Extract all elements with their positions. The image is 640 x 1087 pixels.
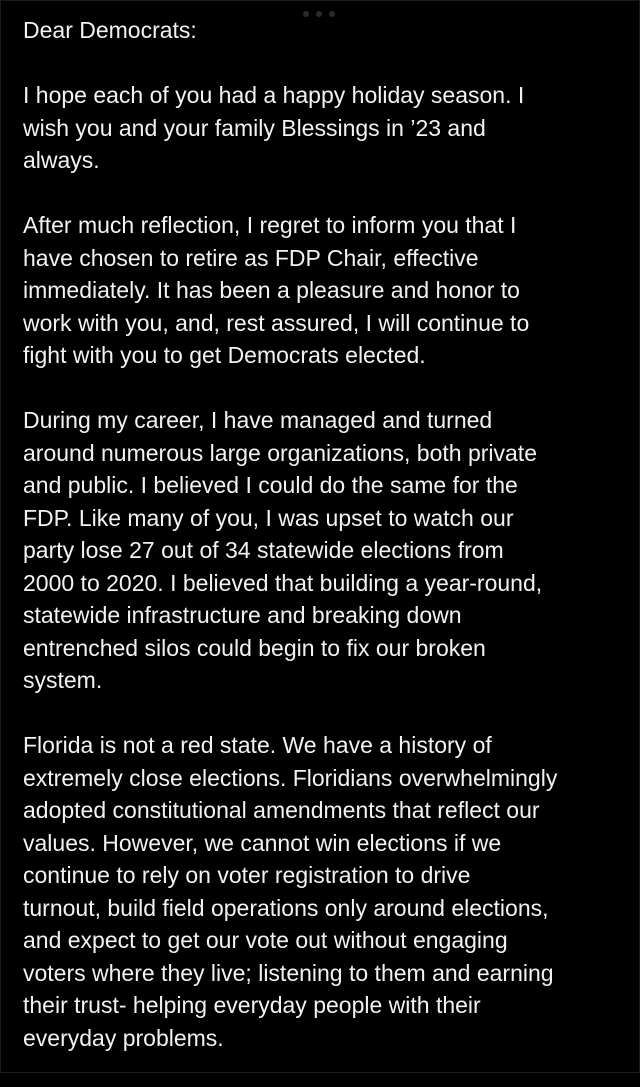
text-line: FDP. Like many of you, I was upset to watch our — [23, 504, 514, 531]
text-line: their trust- helping everyday people with their — [23, 992, 481, 1018]
text-line: have chosen to retire as FDP Chair, effective — [23, 244, 479, 271]
text-line: fight with you to get Democrats elected. — [23, 342, 426, 368]
text-line: After much reflection, I regret to inform you that I — [23, 212, 517, 238]
text-line: everyday problems. — [23, 1024, 224, 1051]
text-line: entrenched silos could begin to fix our broken — [23, 634, 486, 661]
text-line: system. — [23, 667, 103, 693]
text-line: voters where they live; listening to them and earning — [23, 959, 554, 986]
letter-paragraph — [23, 79, 623, 177]
text-line: around numerous large organizations, both private — [23, 439, 537, 466]
text-line: extremely close elections. Floridians overwhelmingly — [23, 764, 558, 791]
text-line: adopted constitutional amendments that reflect our — [23, 797, 540, 823]
text-line: Dear Democrats: — [23, 17, 197, 43]
letter-paragraph — [23, 404, 623, 697]
text-line: Florida is not a red state. We have a history of — [23, 732, 492, 758]
text-line: immediately. It has been a pleasure and honor to — [23, 277, 520, 303]
letter-paragraph — [23, 729, 623, 1054]
text-line: continue to rely on voter registration to drive — [23, 862, 471, 888]
text-line: work with you, and, rest assured, I will continue to — [23, 309, 530, 336]
text-line: statewide infrastructure and breaking down — [23, 602, 462, 628]
text-line: and public. I believed I could do the same for the — [23, 472, 518, 498]
text-line: wish you and your family Blessings in ’23 and — [23, 114, 486, 141]
letter-paragraph — [23, 209, 623, 372]
text-line: turnout, build field operations only around elections, — [23, 894, 549, 921]
text-line: values. However, we cannot win elections if we — [23, 829, 502, 856]
text-line: party lose 27 out of 34 statewide elections from — [23, 537, 504, 563]
text-line: During my career, I have managed and turned — [23, 407, 493, 433]
text-line: always. — [23, 147, 100, 173]
letter-body — [23, 14, 623, 1087]
letter-salutation — [23, 14, 623, 47]
text-line: 2000 to 2020. I believed that building a year-round, — [23, 569, 543, 596]
text-line: I hope each of you had a happy holiday season. I — [23, 82, 525, 108]
text-line: and expect to get our vote out without engaging — [23, 927, 508, 953]
